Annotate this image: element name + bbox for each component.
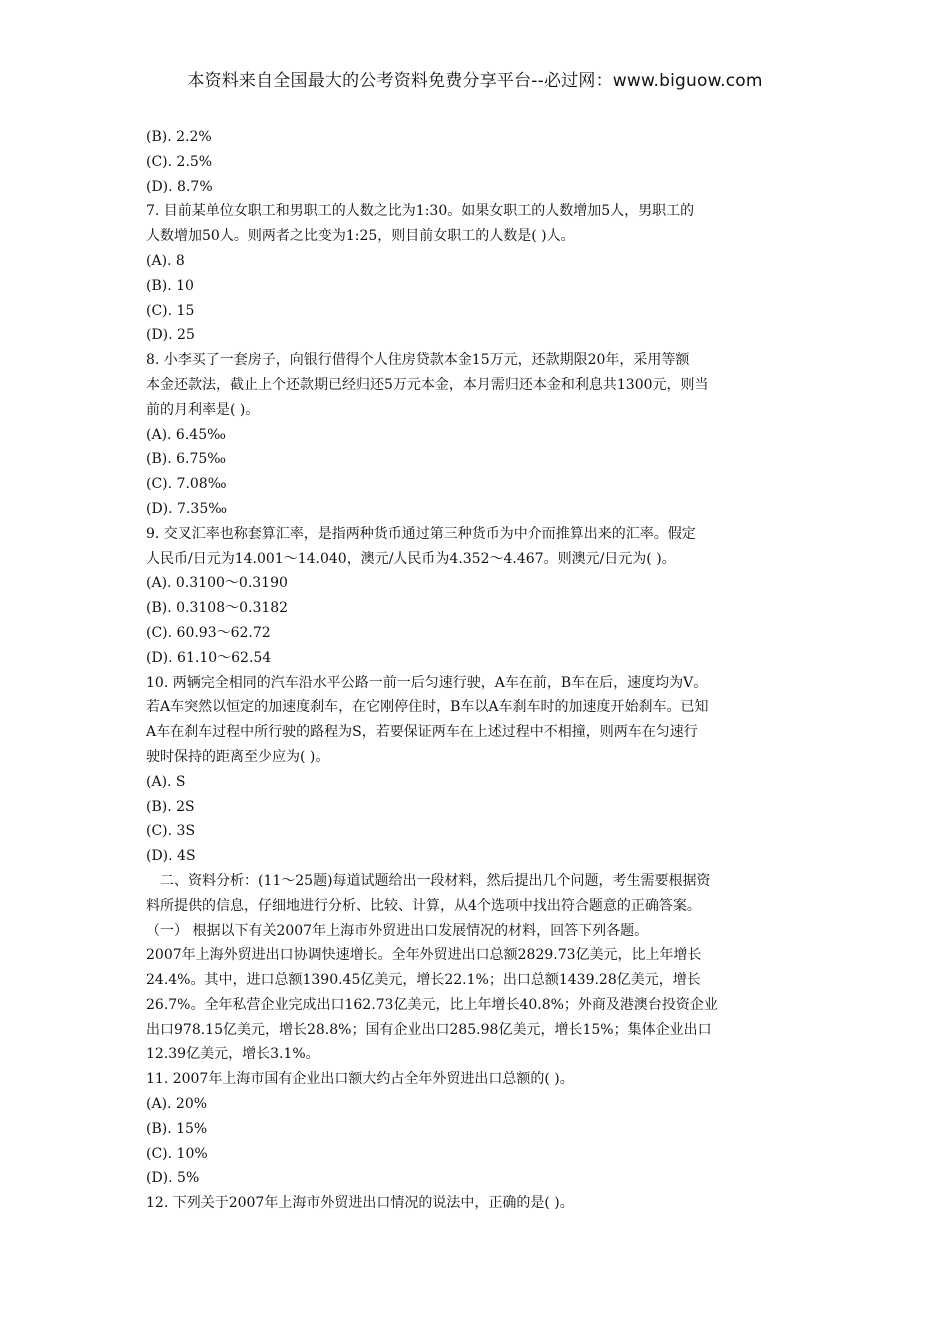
question-10-stem-line: A车在刹车过程中所行驶的路程为S，若要保证两车在上述过程中不相撞，则两车在匀速行	[146, 724, 698, 741]
question-9-stem-line: 9. 交叉汇率也称套算汇率，是指两种货币通过第三种货币为中介而推算出来的汇率。假定	[146, 525, 696, 542]
source-banner: 本资料来自全国最大的公考资料免费分享平台--必过网：www.biguow.com	[187, 71, 763, 91]
question-9-option-d: (D). 61.10～62.54	[146, 649, 272, 666]
option-c: (C). 2.5%	[146, 153, 213, 170]
material-line: 26.7%。全年私营企业完成出口162.73亿美元，比上年增长40.8%；外商及港澳台投资企业	[146, 996, 718, 1013]
question-7-option-c: (C). 15	[146, 302, 195, 319]
question-7-option-a: (A). 8	[146, 252, 185, 269]
question-11-stem-line: 11. 2007年上海市国有企业出口额大约占全年外贸进出口总额的( )。	[146, 1071, 574, 1088]
question-7-stem-line: 7. 目前某单位女职工和男职工的人数之比为1:30。如果女职工的人数增加5人，男职工的	[146, 203, 695, 220]
question-9-option-c: (C). 60.93～62.72	[146, 624, 271, 641]
question-11-option-d: (D). 5%	[146, 1170, 200, 1187]
question-7-option-d: (D). 25	[146, 327, 195, 344]
question-10-stem-line: 若A车突然以恒定的加速度刹车，在它刚停住时，B车以A车刹车时的加速度开始刹车。已知	[146, 699, 709, 716]
material-line: 2007年上海外贸进出口协调快速增长。全年外贸进出口总额2829.73亿美元，比上年增长	[146, 947, 702, 964]
question-9-stem-line: 人民币/日元为14.001～14.040，澳元/人民币为4.352～4.467。则澳元/日元为( )。	[146, 550, 676, 567]
material-line: 出口978.15亿美元，增长28.8%；国有企业出口285.98亿美元，增长15%；集体企业出口	[146, 1021, 712, 1038]
question-8-stem-line: 前的月利率是( )。	[146, 401, 260, 418]
question-10-stem-line: 驶时保持的距离至少应为( )。	[146, 748, 330, 765]
material-line: 12.39亿美元，增长3.1%。	[146, 1046, 320, 1063]
question-11-option-b: (B). 15%	[146, 1120, 208, 1137]
option-b: (B). 2.2%	[146, 129, 212, 145]
question-8-option-b: (B). 6.75‰	[146, 451, 227, 468]
question-10-option-a: (A). S	[146, 773, 186, 790]
question-9-option-b: (B). 0.3108～0.3182	[146, 600, 289, 617]
section-2-intro-line: 料所提供的信息，仔细地进行分析、比较、计算，从4个选项中找出符合题意的正确答案。	[146, 897, 701, 914]
question-8-stem-line: 8. 小李买了一套房子，向银行借得个人住房贷款本金15万元，还款期限20年，采用等额	[146, 352, 690, 369]
question-7-stem-line: 人数增加50人。则两者之比变为1:25，则目前女职工的人数是( )人。	[146, 228, 575, 245]
question-11-option-c: (C). 10%	[146, 1145, 208, 1162]
option-d: (D). 8.7%	[146, 178, 213, 195]
question-8-option-d: (D). 7.35‰	[146, 500, 228, 517]
question-11-option-a: (A). 20%	[146, 1096, 208, 1113]
group-1-title: （一） 根据以下有关2007年上海市外贸进出口发展情况的材料，回答下列各题。	[146, 922, 649, 939]
material-line: 24.4%。其中，进口总额1390.45亿美元，增长22.1%；出口总额1439.28亿美元，增长	[146, 972, 701, 989]
question-10-option-b: (B). 2S	[146, 798, 195, 815]
question-12-stem-line: 12. 下列关于2007年上海市外贸进出口情况的说法中，正确的是( )。	[146, 1195, 574, 1212]
section-2-intro-line: 二、资料分析：(11～25题)每道试题给出一段材料，然后提出几个问题，考生需要根据资	[160, 872, 711, 889]
question-8-stem-line: 本金还款法，截止上个还款期已经归还5万元本金，本月需归还本金和利息共1300元，则当	[146, 376, 709, 393]
question-9-option-a: (A). 0.3100～0.3190	[146, 575, 288, 592]
question-10-option-d: (D). 4S	[146, 848, 196, 865]
question-10-option-c: (C). 3S	[146, 823, 196, 840]
question-8-option-a: (A). 6.45‰	[146, 426, 226, 443]
question-8-option-c: (C). 7.08‰	[146, 476, 227, 493]
question-10-stem-line: 10. 两辆完全相同的汽车沿水平公路一前一后匀速行驶，A车在前，B车在后，速度均为V。	[146, 674, 708, 691]
document-body	[146, 125, 810, 1216]
question-7-option-b: (B). 10	[146, 277, 194, 294]
